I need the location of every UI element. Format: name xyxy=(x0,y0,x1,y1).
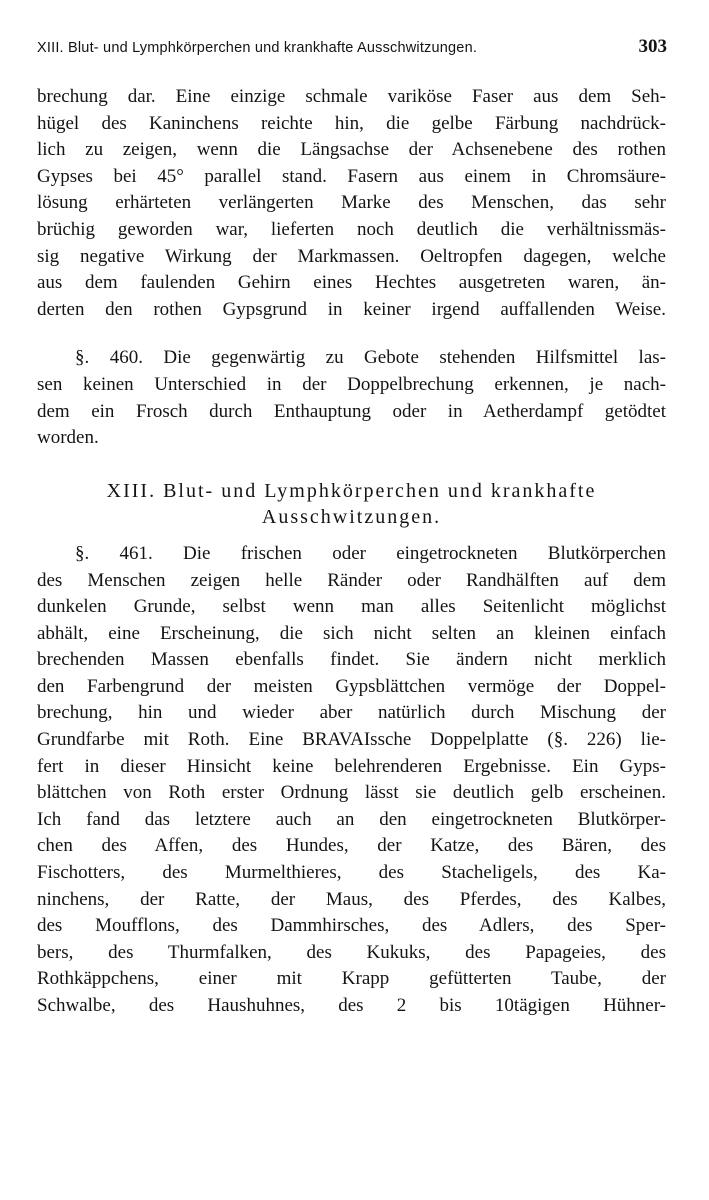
text-line: sen keinen Unterschied in der Doppelbrechung erkennen, je nach- xyxy=(37,373,666,395)
text-line: Grundfarbe mit Roth. Eine BRAVAIssche Doppelplatte (§. 226) lie- xyxy=(37,729,666,751)
paragraph-continuation xyxy=(37,84,666,323)
text-line: den Farbengrund der meisten Gypsblättchen vermöge der Doppel- xyxy=(37,675,666,697)
paragraph-461 xyxy=(37,541,666,1020)
text-line: chen des Affen, des Hundes, der Katze, des Bären, des xyxy=(37,835,666,857)
running-header xyxy=(37,36,667,64)
text-line: hügel des Kaninchens reichte hin, die gelbe Färbung nachdrück- xyxy=(37,112,666,134)
text-line: lösung erhärteten verlängerten Marke des Menschen, das sehr xyxy=(37,192,666,214)
text-line: des Moufflons, des Dammhirsches, des Adlers, des Sper- xyxy=(37,915,666,937)
text-line: abhält, eine Erscheinung, die sich nicht selten an kleinen einfach xyxy=(37,622,666,644)
section-heading-continued: Ausschwitzungen. xyxy=(261,506,442,529)
text-line: blättchen von Roth erster Ordnung lässt sie deutlich gelb erscheinen. xyxy=(37,782,666,804)
page-number: 303 xyxy=(638,36,667,57)
text-line: brechung, hin und wieder aber natürlich durch Mischung der xyxy=(37,702,666,724)
text-line: lich zu zeigen, wenn die Längsachse der Achsenebene des rothen xyxy=(37,139,666,161)
text-line: aus dem faulenden Gehirn eines Hechtes ausgetreten waren, än- xyxy=(37,272,666,294)
text-line: Rothkäppchens, einer mit Krapp gefütterten Taube, der xyxy=(37,968,666,990)
body-text xyxy=(37,84,666,1020)
text-line: des Menschen zeigen helle Ränder oder Randhälften auf dem xyxy=(37,569,666,591)
running-title: XIII. Blut- und Lymphkörperchen und krankhafte Ausschwitzungen. xyxy=(37,40,478,56)
text-line: Ich fand das letztere auch an den eingetrockneten Blutkörper- xyxy=(37,808,666,830)
text-line: brüchig geworden war, lieferten noch deutlich die verhältnissmäs- xyxy=(37,218,666,240)
text-line: Fischotters, des Murmelthieres, des Stacheligels, des Ka- xyxy=(37,862,666,884)
text-line: §. 460. Die gegenwärtig zu Gebote stehenden Hilfsmittel las- xyxy=(75,347,666,369)
text-line: Gypses bei 45° parallel stand. Fasern aus einem in Chromsäure- xyxy=(37,165,666,187)
text-line: sig negative Wirkung der Markmassen. Oeltropfen dagegen, welche xyxy=(37,245,666,267)
section-heading: XIII. Blut- und Lymphkörperchen und krankhafte xyxy=(106,479,597,502)
text-line: fert in dieser Hinsicht keine belehrenderen Ergebnisse. Ein Gyps- xyxy=(37,755,666,777)
text-line: brechenden Massen ebenfalls findet. Sie ändern nicht merklich xyxy=(37,649,666,671)
text-line: Schwalbe, des Haushuhnes, des 2 bis 10tägigen Hühner- xyxy=(37,995,666,1016)
text-line: dem ein Frosch durch Enthauptung oder in Aetherdampf getödtet xyxy=(37,400,666,422)
text-line: bers, des Thurmfalken, des Kukuks, des Papageies, des xyxy=(37,941,666,963)
text-line: brechung dar. Eine einzige schmale variköse Faser aus dem Seh- xyxy=(37,86,666,107)
text-line: dunkelen Grunde, selbst wenn man alles Seitenlicht möglichst xyxy=(37,596,666,618)
text-line: derten den rothen Gypsgrund in keiner irgend auffallenden Weise. xyxy=(37,298,666,320)
text-line: worden. xyxy=(37,427,99,449)
paragraph-460 xyxy=(37,345,666,451)
text-line: §. 461. Die frischen oder eingetrockneten Blutkörperchen xyxy=(75,542,666,564)
text-line: ninchens, der Ratte, der Maus, des Pferdes, des Kalbes, xyxy=(37,888,666,910)
